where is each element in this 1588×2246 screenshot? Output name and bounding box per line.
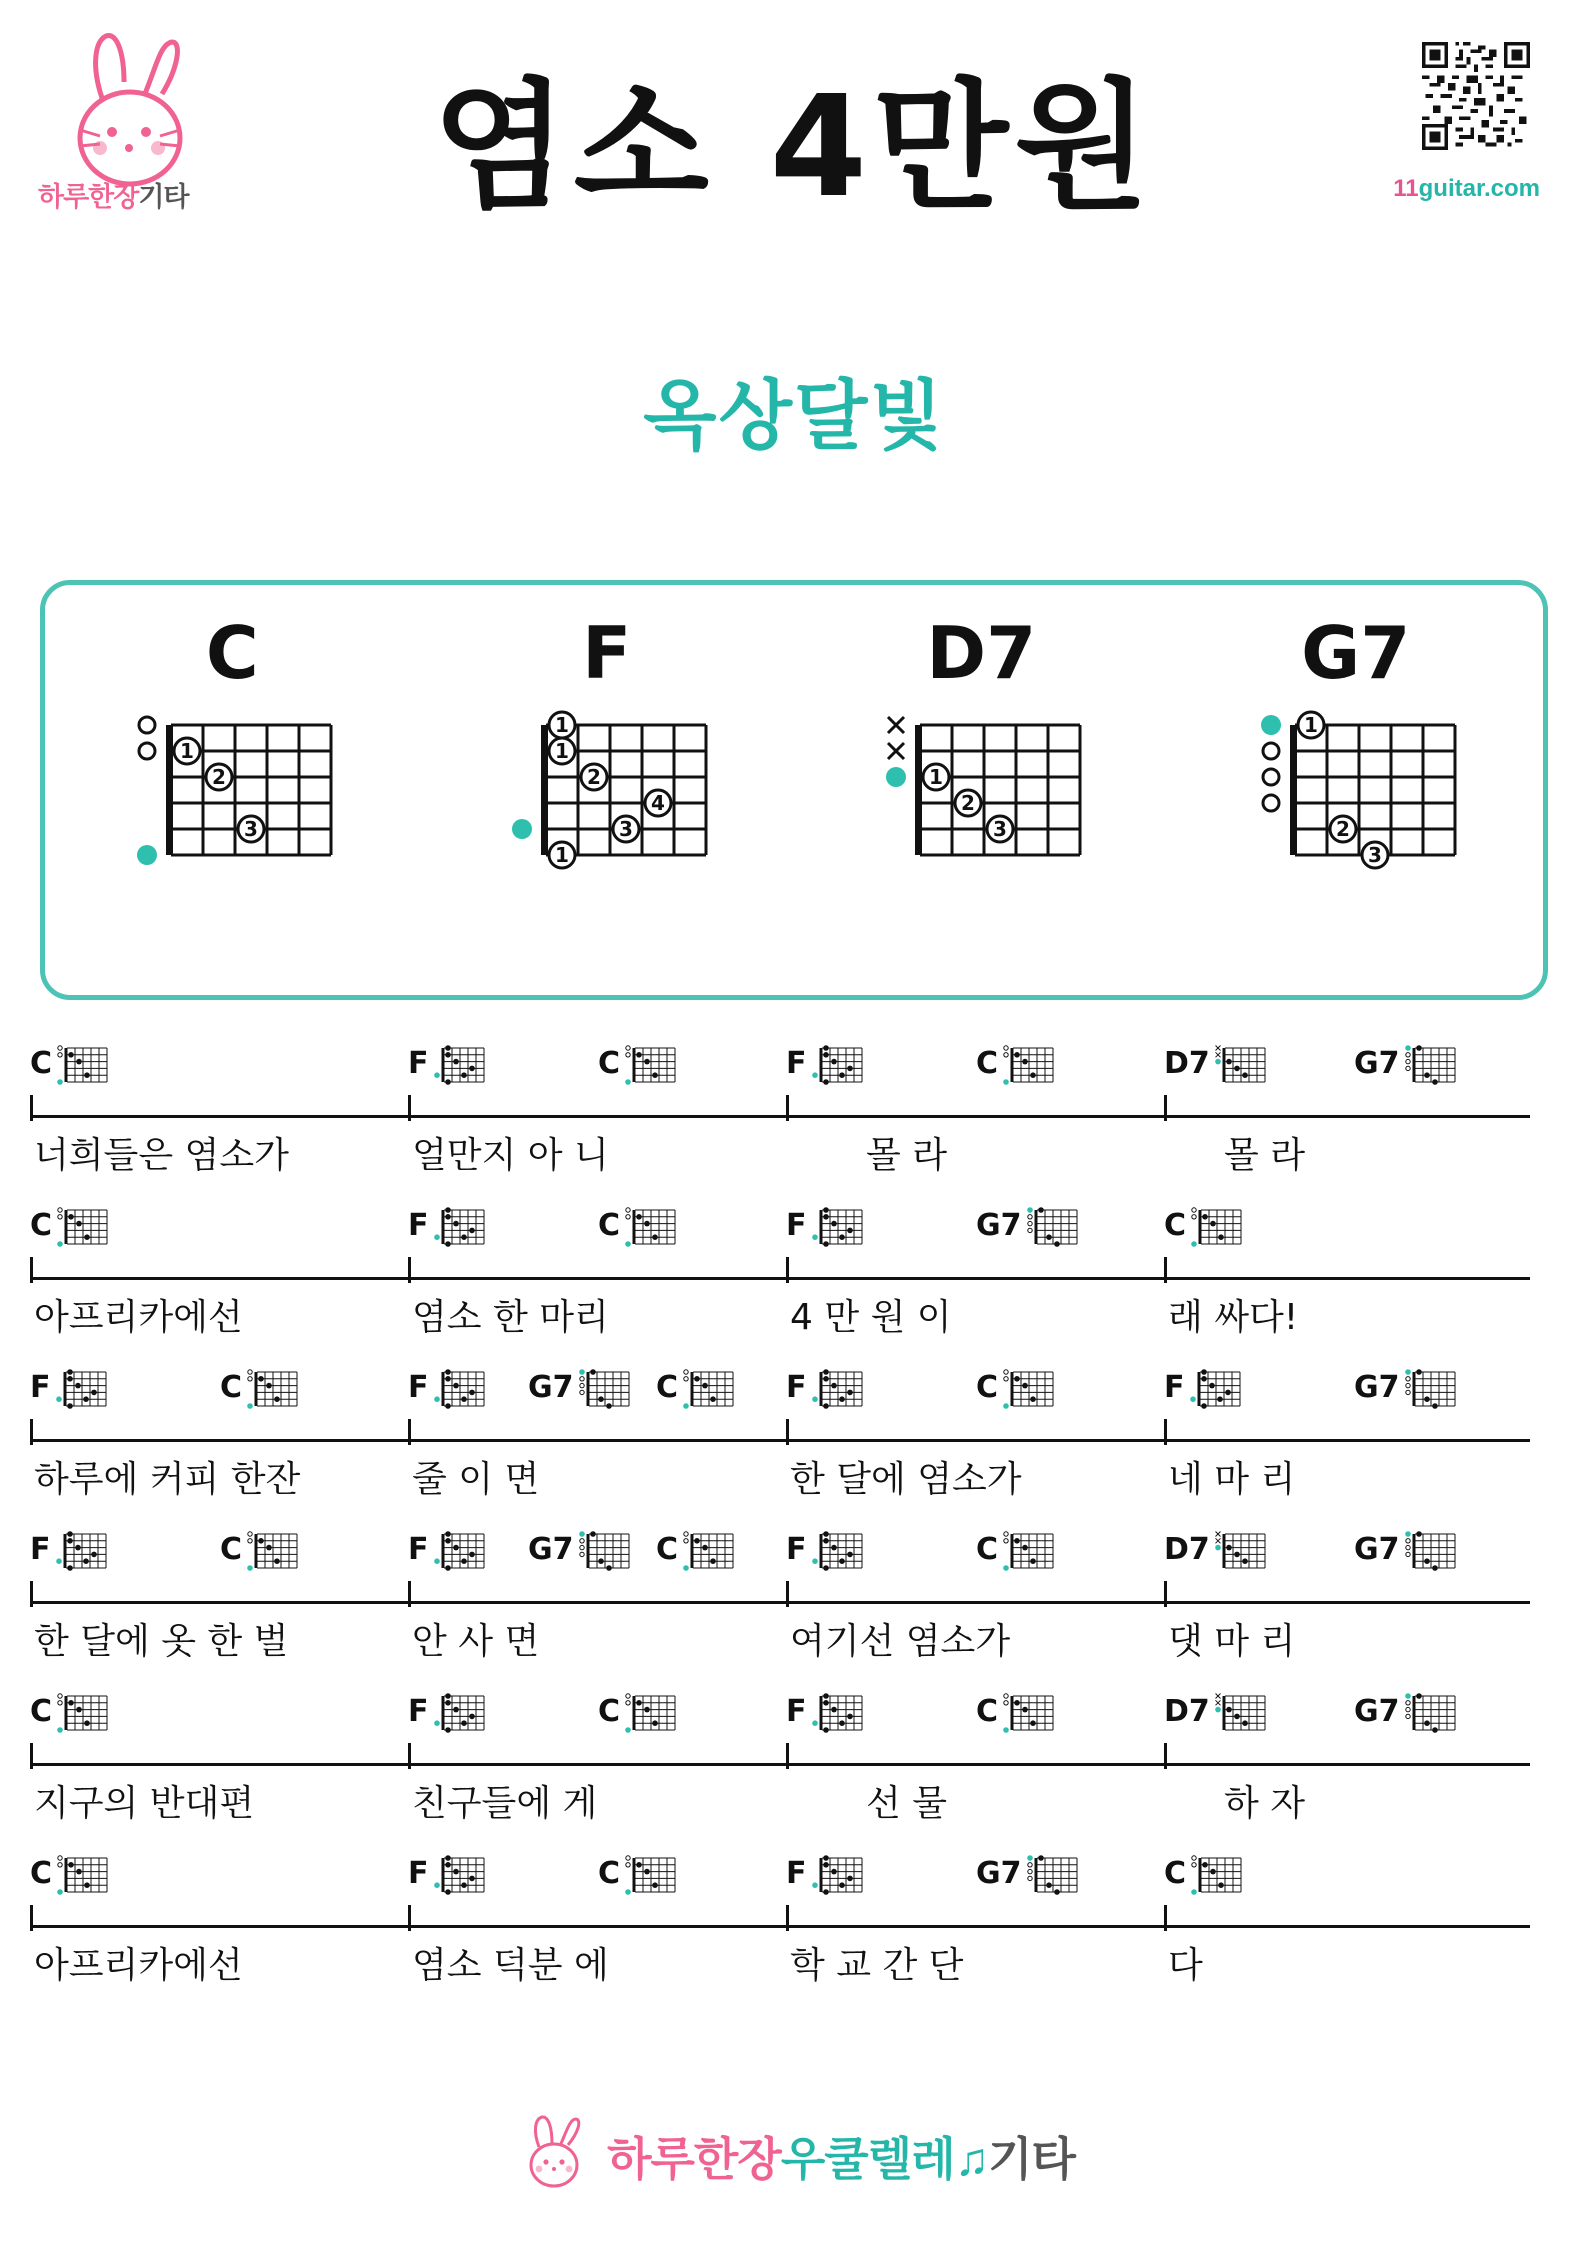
chord-marker-f <box>1164 1367 1246 1416</box>
chord-marker-c <box>976 1691 1059 1740</box>
bar-line <box>1164 1581 1167 1607</box>
footer-brand-2: 우쿨렐레 <box>780 2132 955 2185</box>
bar-line <box>786 1743 789 1769</box>
chord-marker-label: C <box>1164 1856 1187 1891</box>
chord-marker-g7 <box>976 1205 1083 1254</box>
chord-mini-diagram <box>681 1529 739 1578</box>
chord-diagram-g7 <box>1169 585 1544 995</box>
chord-marker-c <box>976 1043 1059 1092</box>
chord-marker-c <box>598 1691 681 1740</box>
chord-marker-f <box>408 1691 490 1740</box>
chord-marker-f <box>786 1853 868 1902</box>
chord-marker-label: C <box>976 1532 999 1567</box>
measure <box>30 1359 408 1521</box>
chord-marker-label: C <box>656 1370 679 1405</box>
measure <box>408 1359 786 1521</box>
chord-fretboard-diagram <box>502 709 712 914</box>
bar-line <box>408 1257 411 1283</box>
song-line <box>30 1845 1558 2007</box>
measure <box>30 1197 408 1359</box>
chord-mini-diagram <box>1213 1529 1271 1578</box>
chord-marker-label: C <box>30 1694 53 1729</box>
chord-marker-c <box>1164 1205 1247 1254</box>
chord-mini-diagram <box>432 1205 490 1254</box>
chord-marker-label: C <box>976 1370 999 1405</box>
measure-row <box>30 1683 1558 1845</box>
measure-row <box>30 1035 1558 1197</box>
measure <box>786 1845 1164 2007</box>
chord-marker-f <box>786 1043 868 1092</box>
chord-marker-f <box>786 1529 868 1578</box>
chord-mini-diagram <box>1213 1691 1271 1740</box>
chord-mini-diagram <box>55 1691 113 1740</box>
chord-marker-label: C <box>598 1046 621 1081</box>
lyric-text: 염소 한 마리 <box>412 1297 609 1338</box>
chord-marker-label: F <box>786 1208 807 1243</box>
measure <box>30 1035 408 1197</box>
svg-text:1: 1 <box>554 843 569 867</box>
measure <box>786 1035 1164 1197</box>
measure <box>408 1197 786 1359</box>
chord-marker-g7 <box>1354 1691 1461 1740</box>
chord-name-label: C <box>205 611 259 695</box>
chord-marker-g7 <box>528 1529 635 1578</box>
bar-line <box>30 1905 33 1931</box>
chord-marker-f <box>408 1853 490 1902</box>
measure <box>408 1521 786 1683</box>
svg-text:2: 2 <box>212 765 227 789</box>
lyric-text: 아프리카에선 <box>34 1297 243 1338</box>
page-footer <box>0 2113 1588 2198</box>
chord-marker-label: D7 <box>1164 1532 1210 1567</box>
lyric-text: 여기선 염소가 <box>790 1621 1011 1662</box>
chord-marker-label: D7 <box>1164 1046 1210 1081</box>
chord-mini-diagram <box>810 1529 868 1578</box>
chord-mini-diagram <box>810 1853 868 1902</box>
measure <box>408 1845 786 2007</box>
bar-line <box>1164 1905 1167 1931</box>
bar-line <box>1164 1743 1167 1769</box>
chord-name-label: F <box>582 611 632 695</box>
chord-mini-diagram <box>623 1205 681 1254</box>
song-line <box>30 1035 1558 1197</box>
chord-marker-label: C <box>976 1694 999 1729</box>
chord-mini-diagram <box>1025 1205 1083 1254</box>
chord-marker-label: C <box>30 1208 53 1243</box>
chord-marker-c <box>598 1205 681 1254</box>
chord-mini-diagram <box>1403 1691 1461 1740</box>
measure <box>786 1683 1164 1845</box>
chord-marker-label: C <box>598 1208 621 1243</box>
chord-marker-label: F <box>408 1370 429 1405</box>
chord-mini-diagram <box>623 1853 681 1902</box>
measure <box>30 1521 408 1683</box>
measure <box>30 1845 408 2007</box>
chord-marker-label: C <box>598 1856 621 1891</box>
chord-name-label: D7 <box>926 611 1037 695</box>
chord-marker-c <box>220 1529 303 1578</box>
bar-line <box>30 1095 33 1121</box>
measure <box>1164 1359 1542 1521</box>
chord-mini-diagram <box>1189 1853 1247 1902</box>
page-title: 염소 4만원 <box>432 66 1156 229</box>
chord-mini-diagram <box>432 1529 490 1578</box>
song-line <box>30 1359 1558 1521</box>
chord-diagram-c <box>45 585 420 995</box>
lyric-text: 래 싸다! <box>1168 1297 1299 1338</box>
footer-brand-text <box>607 2123 1075 2189</box>
page-header <box>0 0 1588 460</box>
chord-mini-diagram <box>1001 1043 1059 1092</box>
bar-line <box>786 1419 789 1445</box>
bar-line <box>408 1095 411 1121</box>
bar-line <box>408 1419 411 1445</box>
chord-mini-diagram <box>432 1043 490 1092</box>
bar-line <box>30 1257 33 1283</box>
chord-marker-label: F <box>408 1856 429 1891</box>
svg-text:1: 1 <box>180 739 195 763</box>
chord-mini-diagram <box>577 1367 635 1416</box>
chord-mini-diagram <box>55 1043 113 1092</box>
chord-name-label: G7 <box>1301 611 1411 695</box>
svg-text:3: 3 <box>993 817 1008 841</box>
lyric-text: 줄 이 면 <box>412 1459 540 1500</box>
chord-mini-diagram <box>1213 1043 1271 1092</box>
lyric-text: 아프리카에선 <box>34 1945 243 1986</box>
chord-mini-diagram <box>1001 1691 1059 1740</box>
chord-fretboard-diagram <box>1251 709 1461 914</box>
chord-mini-diagram <box>577 1529 635 1578</box>
measure-row <box>30 1521 1558 1683</box>
chord-marker-label: F <box>786 1532 807 1567</box>
chord-mini-diagram <box>810 1205 868 1254</box>
brand-logo-sub: 기타 <box>138 182 189 212</box>
chord-mini-diagram <box>1001 1367 1059 1416</box>
chord-fretboard-diagram <box>127 709 337 914</box>
svg-text:4: 4 <box>650 791 665 815</box>
lyric-text: 친구들에 게 <box>412 1783 598 1824</box>
bar-line <box>786 1257 789 1283</box>
chord-marker-d7 <box>1164 1043 1271 1092</box>
chord-marker-label: F <box>786 1694 807 1729</box>
chord-marker-c <box>598 1853 681 1902</box>
chord-marker-g7 <box>1354 1529 1461 1578</box>
chord-marker-label: G7 <box>1354 1046 1400 1081</box>
measure <box>30 1683 408 1845</box>
chord-marker-f <box>408 1529 490 1578</box>
chord-mini-diagram <box>245 1529 303 1578</box>
measure <box>786 1197 1164 1359</box>
chord-marker-c <box>30 1853 113 1902</box>
chord-marker-g7 <box>976 1853 1083 1902</box>
chord-marker-label: C <box>656 1532 679 1567</box>
bar-line <box>1164 1419 1167 1445</box>
svg-text:1: 1 <box>929 765 944 789</box>
measure <box>1164 1197 1542 1359</box>
footer-brand-1: 하루한장 <box>607 2132 781 2185</box>
chord-marker-f <box>786 1691 868 1740</box>
measure <box>1164 1035 1542 1197</box>
site-url-rest: guitar.com <box>1418 175 1540 202</box>
chord-marker-f <box>30 1367 112 1416</box>
svg-text:1: 1 <box>554 739 569 763</box>
svg-text:1: 1 <box>1303 713 1318 737</box>
svg-text:3: 3 <box>1367 843 1382 867</box>
chord-mini-diagram <box>432 1691 490 1740</box>
chord-marker-d7 <box>1164 1529 1271 1578</box>
chord-marker-label: G7 <box>976 1208 1022 1243</box>
chord-marker-f <box>408 1367 490 1416</box>
measure <box>786 1521 1164 1683</box>
svg-text:2: 2 <box>1335 817 1350 841</box>
chord-marker-label: G7 <box>528 1370 574 1405</box>
lyric-text: 하 자 <box>1224 1783 1305 1824</box>
chord-marker-label: F <box>1164 1370 1185 1405</box>
chord-marker-c <box>656 1529 739 1578</box>
chord-marker-label: C <box>976 1046 999 1081</box>
chord-marker-c <box>598 1043 681 1092</box>
bar-line <box>30 1743 33 1769</box>
lyric-text: 한 달에 염소가 <box>790 1459 1022 1500</box>
site-url-num: 11 <box>1393 175 1419 202</box>
footer-note-icon: ♫ <box>954 2132 989 2185</box>
bar-line <box>786 1905 789 1931</box>
chord-mini-diagram <box>623 1043 681 1092</box>
brand-logo-main: 하루한장 <box>38 182 139 212</box>
chord-mini-diagram <box>1403 1529 1461 1578</box>
lyric-text: 선 물 <box>866 1783 947 1824</box>
lyric-text: 염소 덕분 에 <box>412 1945 609 1986</box>
chord-marker-label: F <box>408 1532 429 1567</box>
measure-row <box>30 1845 1558 2007</box>
site-url <box>1393 175 1540 203</box>
lyric-text: 댓 마 리 <box>1168 1621 1296 1662</box>
chord-mini-diagram <box>810 1367 868 1416</box>
chord-mini-diagram <box>1025 1853 1083 1902</box>
chord-mini-diagram <box>623 1691 681 1740</box>
lyric-text: 네 마 리 <box>1168 1459 1296 1500</box>
chord-marker-label: F <box>408 1694 429 1729</box>
chord-mini-diagram <box>1188 1367 1246 1416</box>
chord-marker-label: C <box>220 1370 243 1405</box>
chord-marker-label: C <box>598 1694 621 1729</box>
svg-text:2: 2 <box>586 765 601 789</box>
chord-marker-label: C <box>30 1856 53 1891</box>
bar-line <box>1164 1095 1167 1121</box>
chord-diagram-f <box>420 585 795 995</box>
chord-marker-label: G7 <box>976 1856 1022 1891</box>
chord-marker-label: G7 <box>1354 1694 1400 1729</box>
chord-marker-d7 <box>1164 1691 1271 1740</box>
measure <box>1164 1683 1542 1845</box>
chord-marker-c <box>976 1529 1059 1578</box>
chord-marker-c <box>976 1367 1059 1416</box>
chord-marker-f <box>408 1205 490 1254</box>
chord-mini-diagram <box>55 1205 113 1254</box>
song-body <box>30 1035 1558 2007</box>
chord-marker-f <box>786 1367 868 1416</box>
chord-marker-label: C <box>220 1532 243 1567</box>
lyric-text: 지구의 반대편 <box>34 1783 255 1824</box>
svg-text:3: 3 <box>244 817 259 841</box>
chord-mini-diagram <box>54 1529 112 1578</box>
chord-mini-diagram <box>1403 1367 1461 1416</box>
chord-marker-label: C <box>30 1046 53 1081</box>
chord-mini-diagram <box>432 1367 490 1416</box>
measure <box>408 1035 786 1197</box>
chord-marker-c <box>220 1367 303 1416</box>
bar-line <box>1164 1257 1167 1283</box>
footer-brand-3: 기타 <box>988 2132 1075 2185</box>
chord-mini-diagram <box>55 1853 113 1902</box>
bar-line <box>30 1581 33 1607</box>
chord-marker-label: G7 <box>528 1532 574 1567</box>
chord-marker-g7 <box>1354 1367 1461 1416</box>
bar-line <box>786 1095 789 1121</box>
lyric-text: 학 교 간 단 <box>790 1945 964 1986</box>
chord-mini-diagram <box>432 1853 490 1902</box>
chord-marker-c <box>1164 1853 1247 1902</box>
song-line <box>30 1683 1558 1845</box>
qr-code-icon[interactable] <box>1422 42 1530 150</box>
chord-marker-g7 <box>1354 1043 1461 1092</box>
chord-mini-diagram <box>681 1367 739 1416</box>
measure <box>786 1359 1164 1521</box>
chord-marker-label: G7 <box>1354 1532 1400 1567</box>
lyric-text: 다 <box>1168 1945 1203 1986</box>
lyric-text: 한 달에 옷 한 벌 <box>34 1621 289 1662</box>
lyric-text: 몰 라 <box>866 1135 947 1176</box>
chord-mini-diagram <box>1189 1205 1247 1254</box>
measure <box>408 1683 786 1845</box>
measure-row <box>30 1359 1558 1521</box>
chord-marker-label: G7 <box>1354 1370 1400 1405</box>
chord-marker-c <box>30 1043 113 1092</box>
chord-mini-diagram <box>245 1367 303 1416</box>
bar-line <box>786 1581 789 1607</box>
measure <box>1164 1521 1542 1683</box>
svg-text:1: 1 <box>554 713 569 737</box>
lyric-text: 얼만지 아 니 <box>412 1135 609 1176</box>
chord-mini-diagram <box>1001 1529 1059 1578</box>
lyric-text: 안 사 면 <box>412 1621 540 1662</box>
chord-marker-f <box>786 1205 868 1254</box>
artist-name: 옥상달빛 <box>643 371 945 460</box>
chord-chart-panel <box>40 580 1548 1000</box>
lyric-text: 하루에 커피 한잔 <box>34 1459 301 1500</box>
chord-marker-label: F <box>30 1370 51 1405</box>
svg-text:3: 3 <box>618 817 633 841</box>
song-line <box>30 1521 1558 1683</box>
lyric-text: 4 만 원 이 <box>790 1297 952 1338</box>
chord-marker-c <box>30 1205 113 1254</box>
chord-fretboard-diagram <box>876 709 1086 914</box>
lyric-text: 몰 라 <box>1224 1135 1305 1176</box>
chord-marker-label: F <box>30 1532 51 1567</box>
chord-marker-label: F <box>408 1208 429 1243</box>
bar-line <box>408 1905 411 1931</box>
chord-marker-c <box>30 1691 113 1740</box>
chord-mini-diagram <box>810 1043 868 1092</box>
song-line <box>30 1197 1558 1359</box>
chord-marker-label: F <box>786 1856 807 1891</box>
chord-marker-f <box>30 1529 112 1578</box>
chord-marker-g7 <box>528 1367 635 1416</box>
bar-line <box>30 1419 33 1445</box>
chord-mini-diagram <box>54 1367 112 1416</box>
lyric-text: 너희들은 염소가 <box>34 1135 289 1176</box>
chord-marker-f <box>408 1043 490 1092</box>
bar-line <box>408 1581 411 1607</box>
chord-marker-label: D7 <box>1164 1694 1210 1729</box>
chord-mini-diagram <box>810 1691 868 1740</box>
footer-rabbit-icon <box>513 2113 597 2198</box>
chord-marker-label: F <box>786 1370 807 1405</box>
measure-row <box>30 1197 1558 1359</box>
chord-diagram-d7 <box>794 585 1169 995</box>
bar-line <box>408 1743 411 1769</box>
svg-text:2: 2 <box>961 791 976 815</box>
measure <box>1164 1845 1542 2007</box>
chord-marker-label: F <box>786 1046 807 1081</box>
chord-marker-c <box>656 1367 739 1416</box>
chord-mini-diagram <box>1403 1043 1461 1092</box>
chord-marker-label: C <box>1164 1208 1187 1243</box>
chord-marker-label: F <box>408 1046 429 1081</box>
